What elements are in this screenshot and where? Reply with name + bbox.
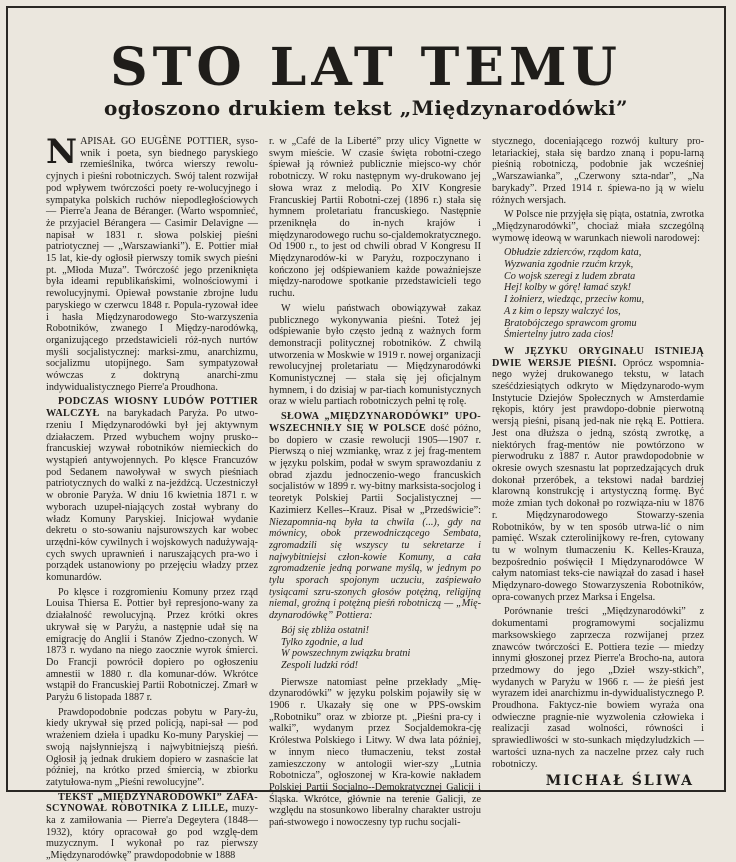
paragraph-text: muzy-ka z zamiłowania — Pierre'a Degeytera (1848—1932), który opracował go pod wzglę-dem muzycznym. I wykonał po raz pierwszy „Międzynarodówkę” prawdopodobnie w 1888 bbox=[46, 803, 258, 862]
paragraph-text: APISAŁ GO EUGÈNE POTTIER, syso-wnik i poeta, syn biednego paryskiego rzemieślnika, twórca wierszy rewolu-cyjnych i pieśni robotniczych. Swój talent rozwijał pod wpływem twórczości poety re-wolucyjnego i sympatyka polskich ruchów niepodległościowych — Pierre'a Jeana de Béranger. (Warto wspomnieć, że przyjaciel Bérangera — Casimir Delavigne — napisał w 1831 r. słowa polskiej pieśni patriotycznej — „Warszawianki”). E. Pottier miał 15 lat, kie-dy ogłosił pierwszy tomik swych pieśni pt. „Młoda Muza”. Twórczość jego przeniknięta była ideami republikańskimi, wolnościowymi i rewolucyjnymi. Opiewał powstanie zbrojne ludu paryskiego w czerwcu 1848 r. Popula-ryzował idee i hasła Międzynarodowego Sto-warzyszenia Robotników, zwanego I Między-narodówką, organizującego przedstawicieli róż-nych nurtów myśli socjalistycznej: marksi-zmu, anarchizmu, socjalizmu utopijnego. Sam sympatyzował wówczas z doktryną anarchi-zmu indywidualistycznego Pierre'a Proudhona. bbox=[46, 136, 258, 393]
paragraph: W wielu państwach obowiązywał zakaz publicznego wykonywania pieśni. Toteż jej odśpiewanie było często jedną z ważnych form demonstracji politycznej robotników. Z chwilą utworzenia w Moskwie w 1919 r. nowej organizacji rewolucyjnej proletariatu — Międzynarodówki Komunistycznej — stała się jej oficjalnym hymnem, i do dzisiaj w par-tiach komunistycznych oraz w wielu partiach robotniczych pełni tę rolę. bbox=[269, 302, 481, 408]
article-subtitle: ogłoszono drukiem tekst „Międzynarodówki” bbox=[103, 96, 629, 120]
paragraph bbox=[46, 792, 258, 862]
paragraph: Pierwsze natomiast pełne przekłady „Mię-dzynarodówki” w języku polskim pojawiły się w 1906 r. Ukazały się one w PPS-owskim „Robotniku” oraz w zbiorze pt. „Pieśni pra-cy i walki”, wydanym przez Socjaldemokra-cję Królestwa Polskiego i Litwy. W dwa lata później, w innym nieco tłumaczeniu, tekst został zamieszczony w antologii wier-szy „Lutnia Robotnicza”, ogłoszonej w Kra-kowie nakładem Polskiej Partii Socjalno--Demokratycznej Galicji i Śląska. Wkrótce, głównie na terenie Galicji, ze względu na stosunkowo liberalny charakter ustroju pań-stwowego i nowoczesny typ ruchu socjali- bbox=[269, 676, 481, 829]
poem-line: Bratobójczego sprawcom gromu bbox=[504, 317, 637, 329]
paragraph bbox=[46, 396, 258, 583]
poem-line: Hej! kolby w górę! łamać szyk! bbox=[504, 282, 632, 294]
text-column-2 bbox=[269, 136, 481, 829]
poem-stanza bbox=[281, 625, 481, 672]
poem-stanza bbox=[504, 247, 704, 341]
paragraph: Prawdopodobnie podczas pobytu w Pary-żu, kiedy ukrywał się przed policją, napi-sał — pod wrażeniem dzieła i upadku Ko-muny Paryskiej — swoją najsłynniejszą i najwybitniejszą pieśń. Ogłosił ją jednak drukiem dopiero w zasnaście lat później, na krótko przed śmiercią, w zbiorku zatytułowa-nym „Pieśni rewolucyjne”. bbox=[46, 706, 258, 788]
section-lead: SŁOWA „MIĘDZYNARODÓWKI” UPO-WSZECHNIŁY SIĘ W POLSCE bbox=[269, 411, 481, 434]
paragraph: W Polsce nie przyjęła się piąta, ostatnia, zwrotka „Międzynarodówki”, chociaż miała szczególną wymowę ideową w warunkach niewoli narodowej: bbox=[492, 209, 704, 244]
poem-line: Co wojsk szeregi z ludem zbrata bbox=[504, 270, 636, 282]
paragraph-text: dość późno, bo dopiero w czasie rewolucji 1905—1907 r. Pierwszą o niej wzmiankę, wraz z jej frag-mentem w języku polskim, podał w swym sprawozdaniu z obrad zjazdu jednoczenio-wego francuskich socjalistów w 1899 r. wy-bitny marksista-socjolog i teoretyk Polskiej Partii Socjalistycznej — Kazimierz Kelles--Krauz. Pisał w „Przedświcie”: bbox=[269, 422, 481, 516]
drop-cap: N bbox=[46, 132, 78, 172]
section-lead: PODCZAS WIOSNY LUDÓW POTTIER WALCZYŁ bbox=[46, 396, 258, 420]
column-body bbox=[492, 136, 704, 790]
paragraph: Porównanie treści „Międzynarodówki” z dokumentami programowymi socjalizmu marksowskiego zaprzecza rozwijanej przez znawców twórczości E. Pottiera tezie — miedzy innymi głoszonej przez Pierre'a Brocho-na, autora przedmowy do jego „Dzieł wszy-stkich”, wydanych w Paryżu w 1966 r. — że pieśń jest wyrazem idei anarchizmu in-dywidualistycznego P. Proudhona. Faktycz-nie bowiem wyraża ona odwieczne pragnie-nie wyzwolenia człowieka i realizacji zasad wolności, równości i sprawiedliwości w sto-sunkach międzyludzkich — wartości uzna-nych za naczelne przez cały ruch robotniczy. bbox=[492, 606, 704, 770]
text-column-1 bbox=[46, 132, 258, 862]
paragraph: r. w „Café de la Liberté” przy ulicy Vignette w swym mieście. W czasie święta robotni-czego śpiewał ją również publicznie miejsco-wy chór robotniczy. W roku następnym wy-drukowano jej słowa wraz z melodią. Po XIV Kongresie Francuskiej Partii Robotni-czej (1896 r.) stała się hymnem proletariatu francuskiego. Następnie przeniknęła do in-nych krajów i międzynarodowego ruchu so-cjaldemokratycznego. Od 1900 r., to jest od chwili obrad V Kongresu II Międzynarodów-ki w Paryżu, rozpoczynano i kończono jej odśpiewaniem każde poważniejsze między-narodowe spotkanie przedstawicieli tego ruchu. bbox=[269, 136, 481, 300]
article-page bbox=[6, 6, 726, 862]
section-lead: TEKST „MIĘDZYNARODÓWKI” ZAFA-SCYNOWAŁ ROBOTNIKA Z LILLE, bbox=[46, 791, 258, 815]
poem-line: Zespoli ludzki ród! bbox=[281, 659, 358, 671]
paragraph bbox=[46, 132, 258, 393]
section-lead: W JĘZYKU ORYGINAŁU ISTNIEJĄ DWIE WERSJE PIEŚNI. bbox=[492, 345, 704, 369]
poem-line: Śmiertelny jutro zada cios! bbox=[504, 329, 614, 341]
quote-text: Niezapomnia-ną była ta chwila (...), gdy na mównicy, obok przewodniczącego Sembata, zgromadzili się wszyscy tu sekretarze i najwybitniejsi człon-kowie Komuny, a cała zgromadzenie jedną porwane myślą, w jednym po tylu sporach spojonym uczuciu, zaśpiewało tysiącami szru-szonych głosów potężną, religijną niemal, groźną i potężną pieśń robotniczą — „Mię-dzynarodówkę” Pottiera: bbox=[269, 516, 481, 622]
paragraph bbox=[269, 411, 481, 622]
paragraph-text: na barykadach Paryża. Po utwo-rzeniu I Międzynarodówki był jej aktywnym działaczem. Przed wybuchem wojny prusko--francuskiej wzywał robotników niemieckich do wystąpień antywojennych. Po klęsce Francuzów pod Sedanem nawoływał w swych pieśniach patriotycznych do walki z na-jeźdźcą. Uczestniczył w obronie Paryża. W dniu 16 kwietnia 1871 r. w wyborach uzupeł-niających został wybrany do władz Komuny Paryskiej. Inicjował wydanie dekretu o sto-sowaniu najsurowszych kar wobec urzędni-ków cywilnych i wojskowych nadużywają-cych swych uprawnień i naruszających pra-wo i porządek ustanowiony po przejęciu władzy przez komunardów. bbox=[46, 408, 258, 584]
poem-line: Obłudzie zdzierców, rządom kata, bbox=[504, 247, 642, 259]
poem-line: W powszechnym związku bratni bbox=[281, 648, 411, 660]
article-title: STO LAT TEMU bbox=[110, 37, 622, 98]
paragraph bbox=[492, 346, 704, 603]
poem-line: I żołnierz, wiedząc, przeciw komu, bbox=[504, 294, 645, 306]
paragraph-text: Oprócz wspomnia-nego wyżej drukowanego tekstu, w latach sześćdziesiątych odkryto w Międzynarodo-wym Instytucie Dziejów Społecznych w Amsterdamie rękopis, który jest prawdopo-dobnie pierwotną wersją pieśni, pisaną jed-nak nie ręką E. Pottiera. Jest ona dłuższa o jedną, szóstą zwrotkę, a niektórych frag-mentów nie powtórzono w pierwodruku z 1887 r. Autor prawdopodobnie w okresie owych szesnastu lat poprzedzających druk dokonał przeróbek, a tekstowi nadał bardziej klarowną konstrukcję i artystyczną formę. Być może zmian tych dokonał po rozwiąza-niu w 1876 r. Międzynarodowego Stowarzy-szenia Robotników, by w ten sposób utrwa-lić o nim pamięć. Wszak czterolinijkowy re-fren, cytowany tu w wolnym tłumaczeniu K. Kelles-Krauza, bezpośrednio poświęcił I Międzynarodówce W całym natomiast teks-cie nawiązał do zasad i haseł Międzynaro-dowego Stowarzyszenia Robotników, opra-cowanych przez Marksa i Engelsa. bbox=[492, 357, 704, 603]
paragraph: stycznego, doceniającego rozwój kultury pro-letariackiej, stała się bardzo znaną i popu-larną pieśnią robotniczą, podobnie jak wcześniej „Warszawianka”, „Czerwony szta-ndar”, „Na barykady”. Przed 1914 r. śpiewa-no ją w wielu różnych wersjach. bbox=[492, 136, 704, 206]
poem-line: Tylko zgodnie, a lud bbox=[281, 636, 363, 648]
paragraph: Po klęsce i rozgromieniu Komuny przez rząd Louisa Thiersa E. Pottier był represjono-wany za działalność rewolucyjną. Przez krótki okres ukrywał się w Paryżu, a następnie udał się na emigrację do Anglii i Stanów Zjedno-czonych. W 1873 r. wydano na niego zaocznie wyrok śmierci. Do Francji powrócił dopiero po ogłoszeniu amnestii w 1880 r. dla komunar-dów. Wkrótce wstąpił do Francuskiej Partii Robotniczej. Zmarł w Paryżu 6 listopada 1887 r. bbox=[46, 586, 258, 704]
poem-line: Wyzwania zgodnie rzućm krzyk, bbox=[504, 259, 634, 271]
poem-line: Bój się zbliża ostatni! bbox=[281, 624, 370, 636]
author-signature: MICHAŁ ŚLIWA bbox=[545, 773, 694, 790]
text-column-3 bbox=[492, 136, 704, 790]
poem-line: A z kim o lepszy walczyć los, bbox=[504, 305, 621, 317]
